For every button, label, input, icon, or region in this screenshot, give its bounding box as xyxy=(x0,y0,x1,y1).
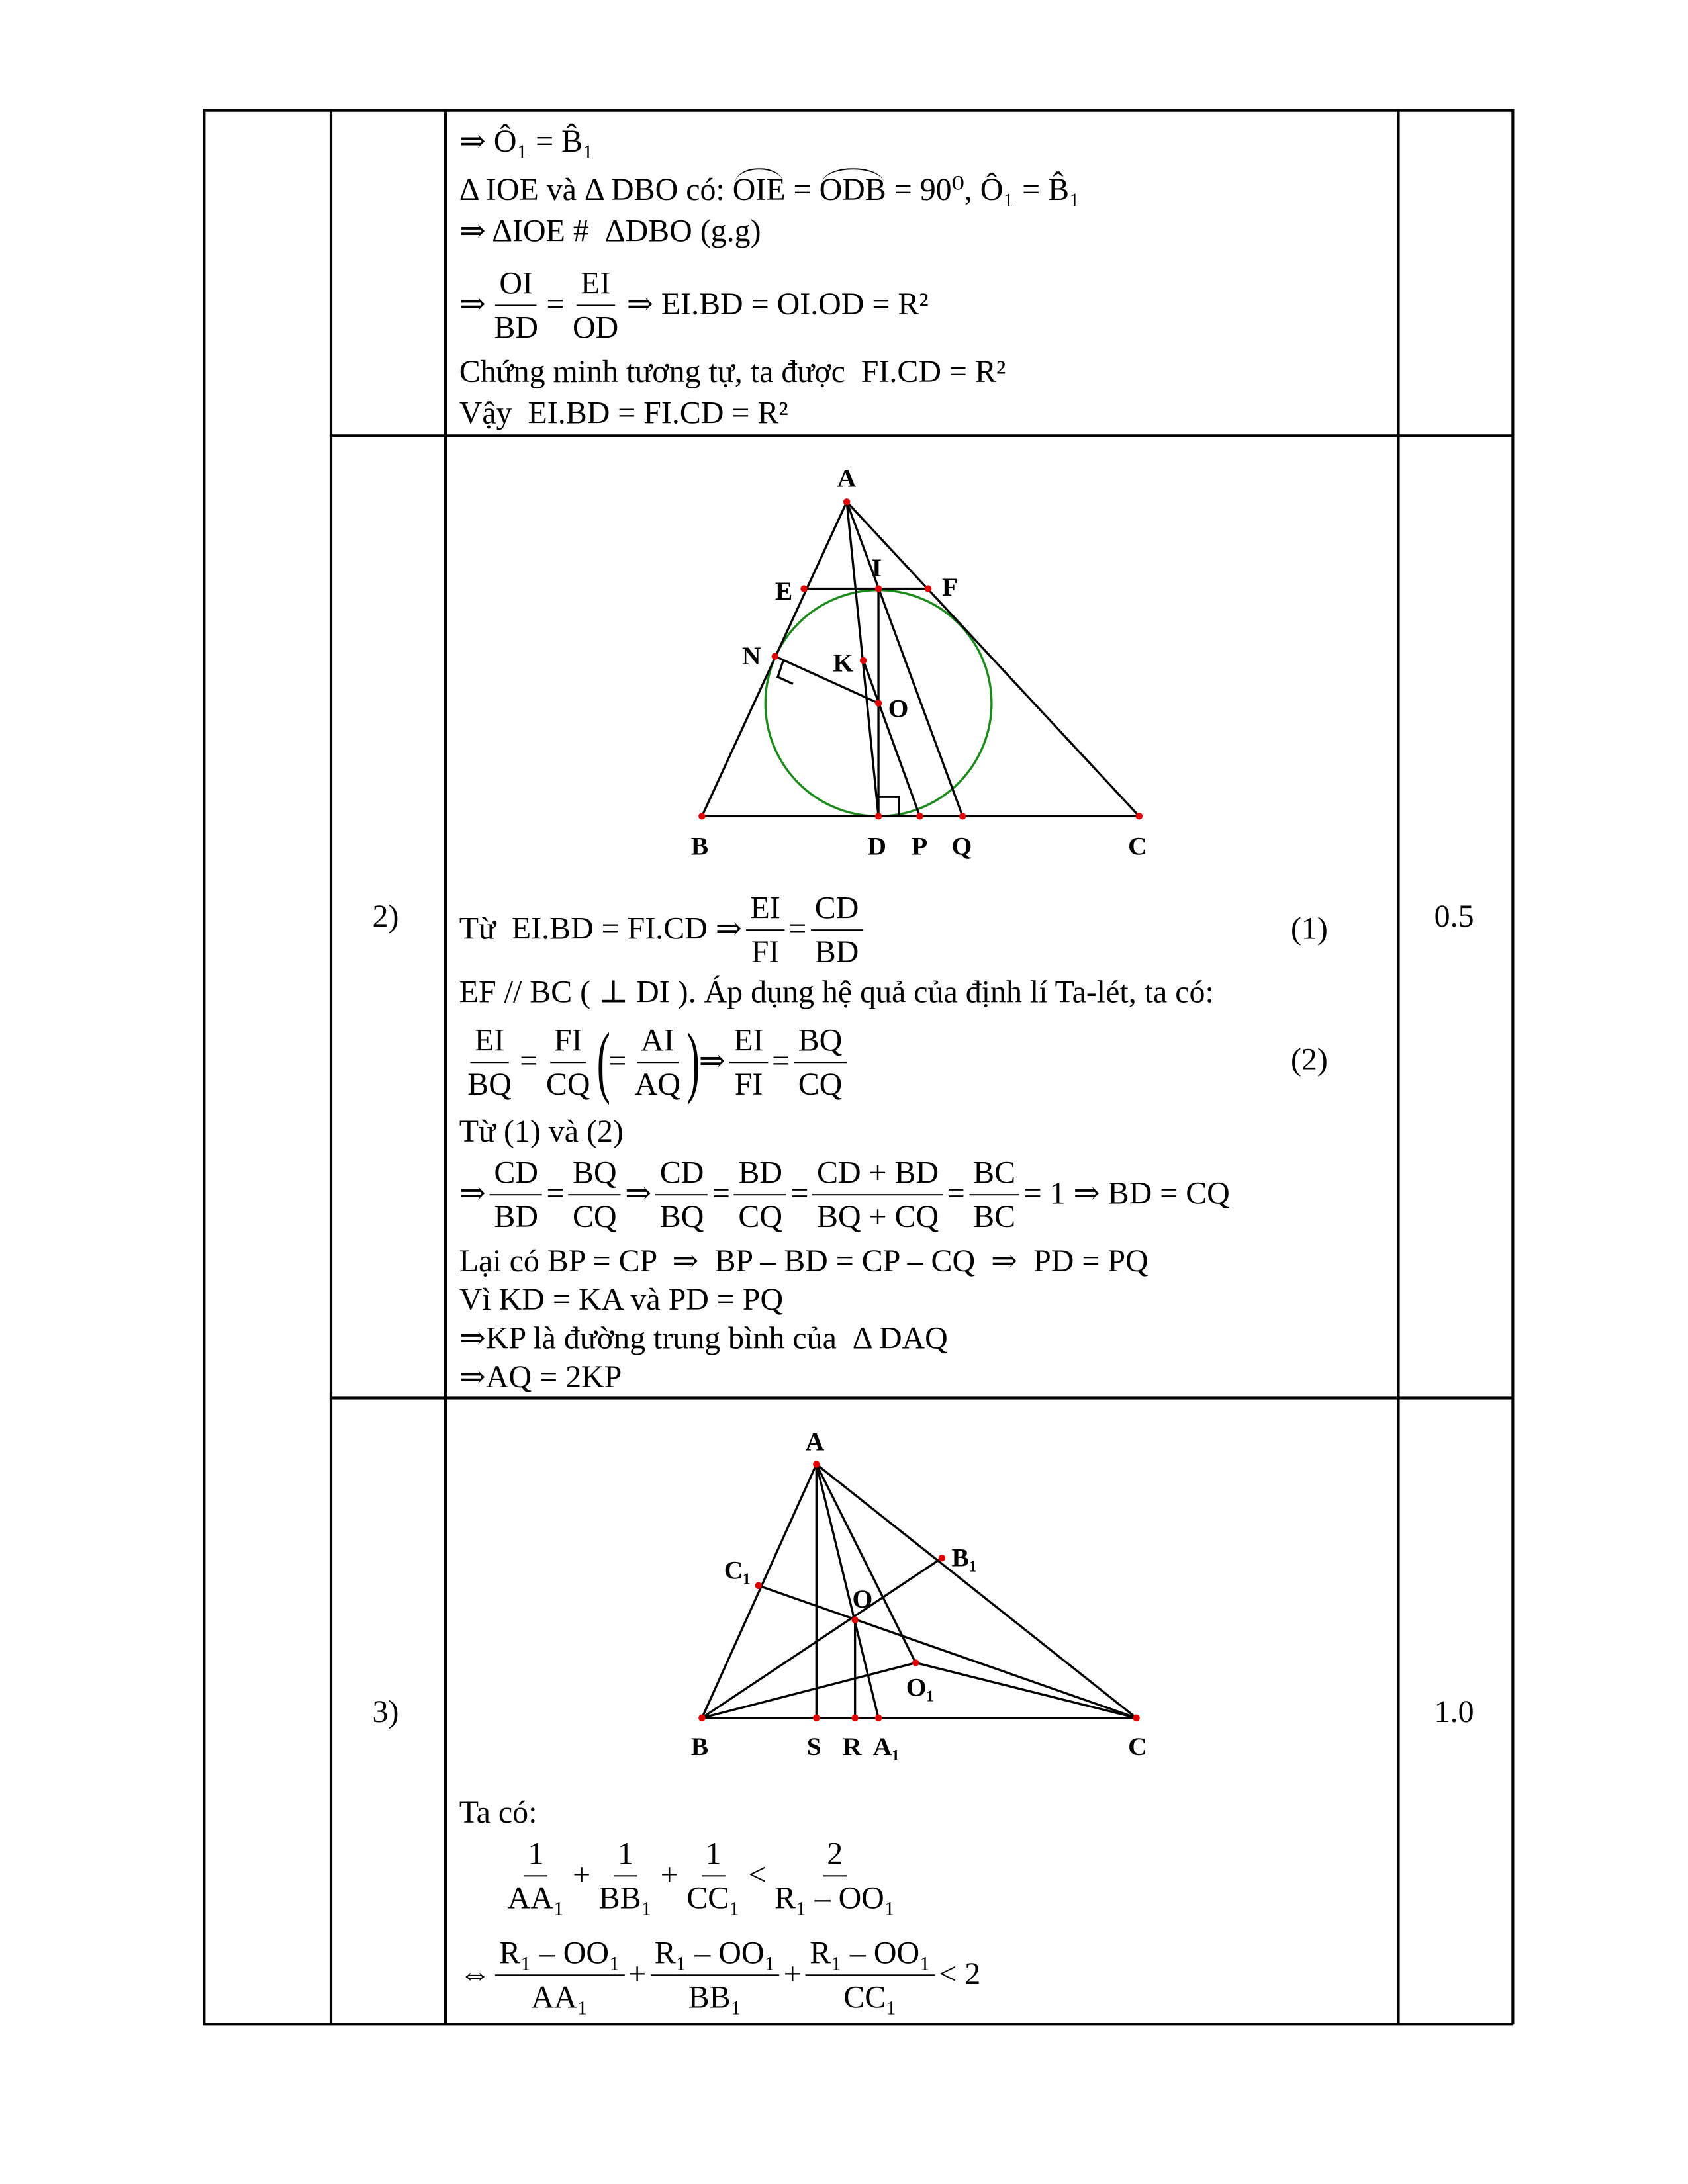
point-label: A xyxy=(805,1427,825,1457)
proof-line: ⇒ Ô₁ = B̂₁ xyxy=(459,124,594,159)
proof-line: EF // BC ( ⊥ DI ). Áp dụng hệ quả của định lí Ta-lét, ta có: xyxy=(459,974,1214,1009)
numerator: CD xyxy=(811,886,863,931)
denominator: CQ xyxy=(573,1199,617,1234)
numerator: BD xyxy=(734,1151,786,1195)
point-label: O₁ xyxy=(906,1672,935,1702)
proof-line: Vậy EI.BD = FI.CD = R² xyxy=(459,395,788,430)
point-label: C₁ xyxy=(724,1555,751,1585)
paren: ) xyxy=(687,1016,701,1106)
part-label: 2) xyxy=(372,899,399,934)
text: = xyxy=(788,911,807,946)
equation-tag: (1) xyxy=(1290,911,1328,946)
point-label: C xyxy=(1128,831,1147,861)
numerator: 2 xyxy=(823,1832,847,1876)
text: = 90⁰, Ô₁ = B̂₁ xyxy=(886,172,1080,207)
point-label: D xyxy=(867,831,886,861)
point-label: S xyxy=(806,1732,821,1762)
numerator: CD + BD xyxy=(813,1151,943,1195)
text: = xyxy=(520,1044,538,1079)
fraction xyxy=(806,1931,935,2018)
denominator: BQ + CQ xyxy=(816,1199,939,1234)
proof-line xyxy=(459,1929,981,2020)
numerator: CD xyxy=(490,1151,542,1195)
text: = xyxy=(772,1044,790,1079)
fraction xyxy=(682,1832,744,1919)
point-label: F xyxy=(941,572,959,602)
text: + xyxy=(783,1956,802,1991)
text: ⇒ xyxy=(698,1044,726,1079)
denominator: BQ xyxy=(659,1199,704,1234)
point-label: O xyxy=(852,1584,873,1614)
denominator: CQ xyxy=(545,1066,590,1101)
denominator: CQ xyxy=(798,1066,843,1101)
text: ⇒ EI.BD = OI.OD = R² xyxy=(626,287,929,322)
text: = xyxy=(546,287,565,322)
numerator: BQ xyxy=(569,1151,621,1195)
denominator: FI xyxy=(751,934,780,969)
proof-line: Từ (1) và (2) xyxy=(459,1114,624,1149)
point-label: K xyxy=(833,648,854,678)
denominator: BC xyxy=(973,1199,1016,1234)
point-label: E xyxy=(774,576,793,606)
denominator: BD xyxy=(494,309,538,344)
numerator: EI xyxy=(746,886,784,931)
angle-arc: ODB xyxy=(820,172,886,208)
text: = xyxy=(546,1176,565,1211)
proof-line: Ta có: xyxy=(459,1795,538,1830)
numerator: 1 xyxy=(614,1832,637,1876)
point-label: B xyxy=(690,1732,709,1762)
equation-tag: (2) xyxy=(1290,1042,1328,1077)
text: = xyxy=(947,1176,965,1211)
segment-CC1 xyxy=(759,1586,1137,1718)
text: ⇒ xyxy=(459,287,486,322)
score: 0.5 xyxy=(1434,899,1474,934)
text: < xyxy=(748,1857,767,1892)
numerator: R₁ – OO₁ xyxy=(495,1931,624,1976)
text: + xyxy=(573,1857,591,1892)
proof-line: ⇒AQ = 2KP xyxy=(459,1359,622,1394)
fraction xyxy=(503,1832,568,1919)
denominator: BB₁ xyxy=(688,1979,742,2014)
paren: ( xyxy=(596,1016,610,1106)
fraction xyxy=(495,1931,624,2018)
point-label: R xyxy=(842,1732,862,1762)
numerator: EI xyxy=(471,1019,509,1063)
proof-line: ⇒ ΔIOE # ΔDBO (g.g) xyxy=(459,213,761,248)
point-label: I xyxy=(871,553,882,582)
proof-line xyxy=(499,1830,904,1921)
denominator: OD xyxy=(573,309,619,344)
numerator: FI xyxy=(550,1019,586,1063)
numerator: AI xyxy=(637,1019,679,1063)
numerator: 1 xyxy=(701,1832,725,1876)
denominator: BQ xyxy=(467,1066,512,1101)
point-label: O xyxy=(888,694,909,723)
point-label: B₁ xyxy=(951,1543,977,1572)
point-label: P xyxy=(912,831,928,861)
denominator: AQ xyxy=(634,1066,680,1101)
point-label: Q xyxy=(951,831,972,861)
text: = xyxy=(712,1176,730,1211)
text: Δ IOE và Δ DBO có: xyxy=(459,172,733,207)
text: + xyxy=(628,1956,647,1991)
numerator: BQ xyxy=(794,1019,846,1063)
score: 1.0 xyxy=(1434,1694,1474,1729)
text: < 2 xyxy=(939,1956,981,1991)
segment-BO1 xyxy=(702,1662,915,1717)
denominator: CC₁ xyxy=(686,1880,740,1915)
denominator: AA₁ xyxy=(531,1979,588,2014)
denominator: BD xyxy=(814,934,859,969)
denominator: R₁ – OO₁ xyxy=(774,1880,896,1915)
proof-line: Vì KD = KA và PD = PQ xyxy=(459,1282,784,1317)
proof-line: ⇒KP là đường trung bình của Δ DAQ xyxy=(459,1320,948,1355)
numerator: R₁ – OO₁ xyxy=(806,1931,935,1976)
numerator: EI xyxy=(729,1019,768,1063)
part-label: 3) xyxy=(372,1694,399,1729)
point-label: N xyxy=(741,641,761,671)
text: = xyxy=(608,1044,627,1079)
point-label: C xyxy=(1128,1732,1147,1762)
numerator: BC xyxy=(969,1151,1019,1195)
numerator: OI xyxy=(495,261,537,306)
angle-arc: OIE xyxy=(733,172,786,208)
denominator: CQ xyxy=(738,1199,782,1234)
fraction xyxy=(594,1832,656,1919)
text: = 1 ⇒ BD = CQ xyxy=(1023,1176,1230,1211)
text: + xyxy=(660,1857,679,1892)
fraction xyxy=(650,1931,779,2018)
numerator: R₁ – OO₁ xyxy=(650,1931,779,1976)
text: ⇒ xyxy=(625,1176,652,1211)
numerator: 1 xyxy=(524,1832,547,1876)
denominator: FI xyxy=(734,1066,763,1101)
numerator: CD xyxy=(656,1151,708,1195)
text: ⇔ xyxy=(459,1956,491,1991)
denominator: BB₁ xyxy=(598,1880,653,1915)
text: Từ EI.BD = FI.CD ⇒ xyxy=(459,911,742,946)
text: ⇒ xyxy=(459,1176,486,1211)
fraction xyxy=(771,1832,900,1919)
point-label: A xyxy=(837,463,857,493)
proof-line: Lại có BP = CP ⇒ BP – BD = CP – CQ ⇒ PD = PQ xyxy=(459,1244,1149,1279)
point-label: A₁ xyxy=(872,1732,900,1762)
text: = xyxy=(785,172,820,207)
numerator: EI xyxy=(577,261,615,306)
denominator: BD xyxy=(494,1199,538,1234)
denominator: CC₁ xyxy=(843,1979,897,2014)
proof-line: Chứng minh tương tự, ta được FI.CD = R² xyxy=(459,354,1006,389)
denominator: AA₁ xyxy=(507,1880,565,1915)
text: = xyxy=(790,1176,809,1211)
point-label: B xyxy=(690,831,709,861)
